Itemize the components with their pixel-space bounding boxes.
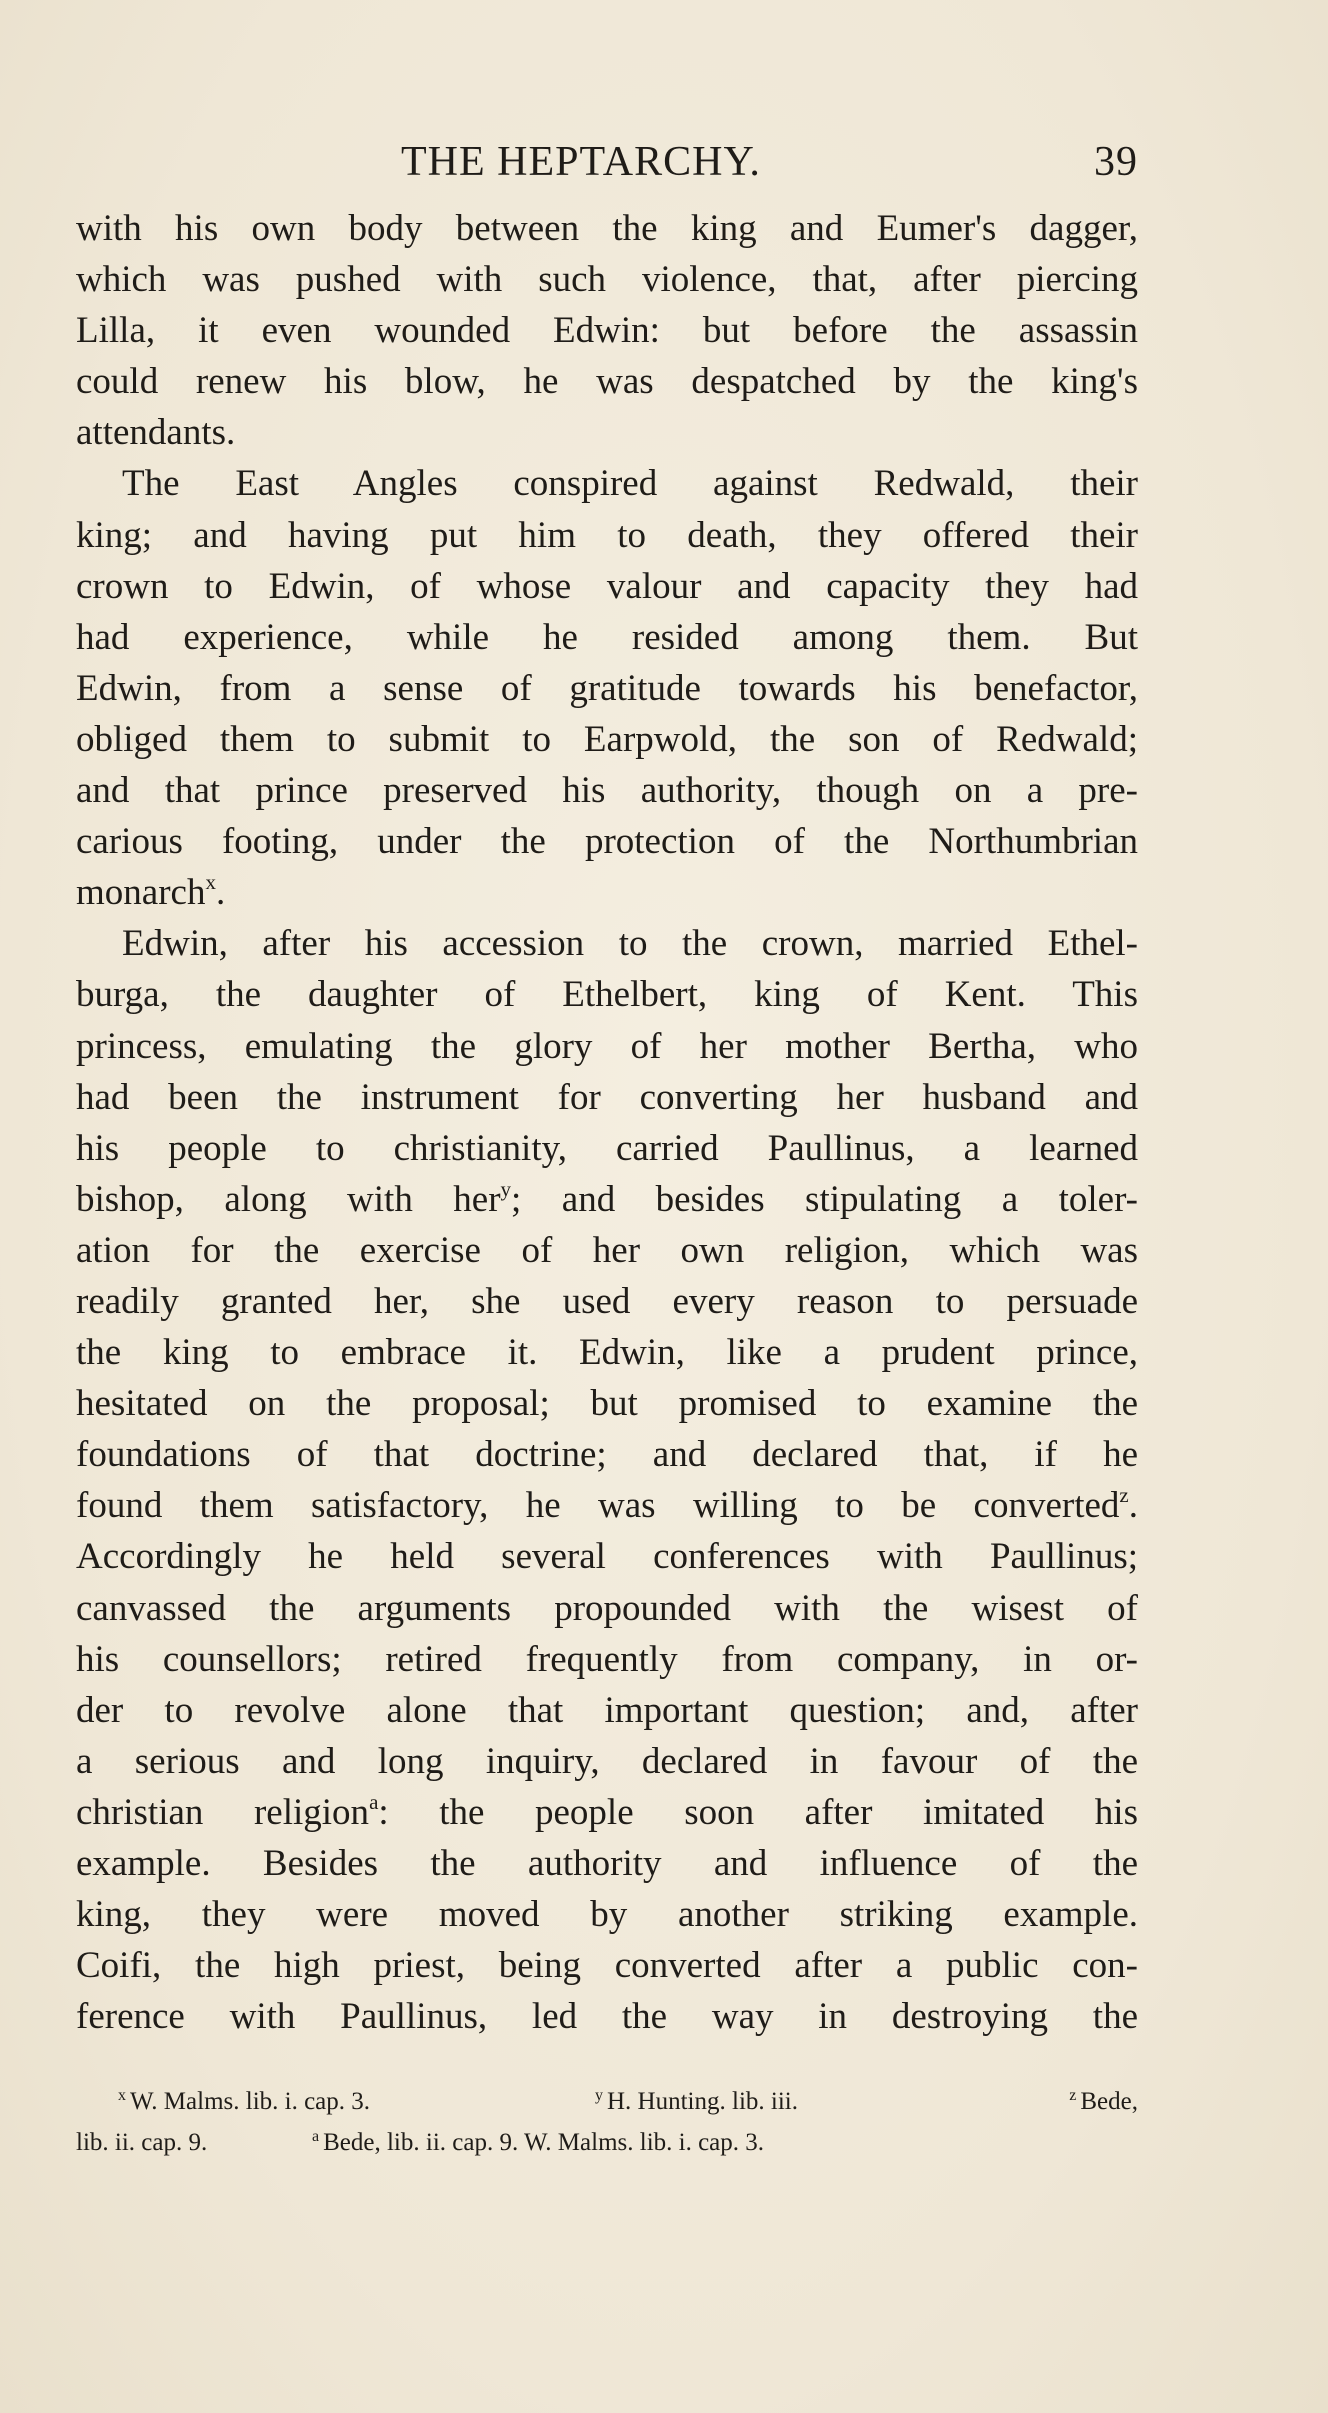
text-line: found them satisfactory, he was willing to be converted$^z$. <box>76 1483 1138 1527</box>
page-number: 39 <box>1094 139 1138 185</box>
footnote-mark: a <box>312 2128 320 2145</box>
footnote-ref: y <box>500 1176 512 1201</box>
text-line: could renew his blow, he was despatched by the king's <box>76 361 1138 403</box>
text-line: carious footing, under the protection of the Northumbrian <box>76 821 1138 863</box>
text-line: Lilla, it even wounded Edwin: but before the assassin <box>76 310 1138 352</box>
text-line: king; and having put him to death, they offered their <box>76 514 1138 556</box>
footnotes <box>76 2081 1138 2163</box>
text-line: Edwin, from a sense of gratitude towards his benefactor, <box>76 667 1138 709</box>
text-line: ference with Paullinus, led the way in destroying the <box>76 1996 1138 2038</box>
text-line: princess, emulating the glory of her mother Bertha, who <box>76 1025 1138 1067</box>
footnote-ref: z <box>1119 1483 1129 1508</box>
footnote-mark: y <box>595 2087 603 2104</box>
text-line: had been the instrument for converting her husband and <box>76 1076 1138 1118</box>
running-title: THE HEPTARCHY. <box>401 139 761 185</box>
text-line: a serious and long inquiry, declared in favour of the <box>76 1740 1138 1782</box>
running-head <box>76 134 1138 190</box>
footnote-item: lib. ii. cap. 9. <box>76 2129 208 2156</box>
footnote-item: $^a$ Bede, lib. ii. cap. 9. W. Malms. lib. i. cap. 3. <box>312 2128 765 2156</box>
footnote-item: $^z$ Bede, <box>1069 2087 1138 2115</box>
text-line: which was pushed with such violence, that, after piercing <box>76 259 1138 301</box>
text-line: with his own body between the king and Eumer's dagger, <box>76 208 1138 249</box>
footnote-ref: x <box>205 870 216 895</box>
text-line: his people to christianity, carried Paullinus, a learned <box>76 1127 1138 1169</box>
text-line: example. Besides the authority and influence of the <box>76 1843 1138 1884</box>
text-line: and that prince preserved his authority, though on a pre- <box>76 770 1138 812</box>
text-line: der to revolve alone that important question; and, after <box>76 1689 1138 1731</box>
text-line: his counsellors; retired frequently from company, in or- <box>76 1638 1138 1680</box>
footnote-mark: z <box>1069 2087 1077 2104</box>
text-line: attendants. <box>76 412 236 454</box>
text-line: ation for the exercise of her own religion, which was <box>76 1229 1138 1271</box>
text-line: Accordingly he held several conferences with Paullinus; <box>76 1536 1138 1578</box>
text-line: foundations of that doctrine; and declared that, if he <box>76 1434 1138 1476</box>
text-line: had experience, while he resided among them. But <box>76 616 1138 658</box>
footnote-ref: a <box>369 1789 379 1814</box>
text-line: hesitated on the proposal; but promised to examine the <box>76 1383 1138 1425</box>
text-line: The East Angles conspired against Redwald, their <box>122 463 1138 505</box>
text-line: burga, the daughter of Ethelbert, king of Kent. This <box>76 974 1138 1016</box>
text-line: obliged them to submit to Earpwold, the son of Redwald; <box>76 718 1138 760</box>
text-line: king, they were moved by another striking example. <box>76 1894 1138 1936</box>
footnote-item: $^y$ H. Hunting. lib. iii. <box>595 2087 798 2115</box>
text-line: readily granted her, she used every reason to persuade <box>76 1280 1138 1322</box>
footnote-line <box>76 2122 1138 2163</box>
text-line: the king to embrace it. Edwin, like a prudent prince, <box>76 1332 1138 1374</box>
text-line: canvassed the arguments propounded with the wisest of <box>76 1587 1138 1629</box>
footnote-mark: x <box>118 2087 126 2104</box>
text-line: monarch$^x$. <box>76 870 226 914</box>
text-line: christian religion$^a$: the people soon after imitated his <box>76 1789 1138 1833</box>
text-line: Edwin, after his accession to the crown, married Ethel- <box>122 923 1138 965</box>
text-line: bishop, along with her$^y$; and besides stipulating a toler- <box>76 1176 1139 1220</box>
body-text <box>76 203 1138 2042</box>
footnote-item: $^x$ W. Malms. lib. i. cap. 3. <box>118 2087 371 2115</box>
text-line: crown to Edwin, of whose valour and capacity they had <box>76 565 1138 607</box>
text-line: Coifi, the high priest, being converted after a public con- <box>76 1945 1138 1987</box>
footnote-line <box>76 2081 1138 2122</box>
